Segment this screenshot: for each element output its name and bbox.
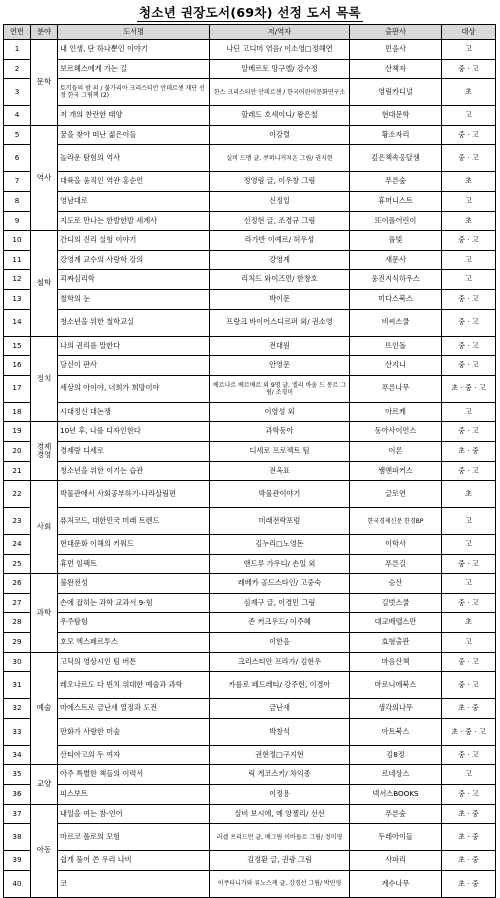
header-author: 저/역자 [210, 25, 350, 40]
table-row [4, 481, 496, 508]
book-author: 박물관이야기 [210, 481, 350, 508]
book-publisher: 뜨인돌 [350, 336, 442, 356]
row-number: 1 [4, 40, 31, 60]
table-row [4, 851, 496, 871]
book-title: 내 인생, 단 하나뿐인 이야기 [58, 40, 210, 60]
book-author: 금난새 [210, 699, 350, 719]
book-publisher: 푸른숲 [350, 172, 442, 192]
row-number: 38 [4, 824, 31, 851]
table-row [4, 870, 496, 897]
row-number: 16 [4, 356, 31, 376]
table-row [4, 40, 496, 60]
table-row [4, 270, 496, 290]
book-author: 심재구 글, 이경민 그림 [210, 593, 350, 613]
book-title: 우주탐험 [58, 613, 210, 633]
book-target: 초 [442, 172, 496, 192]
book-target: 중 · 고 [442, 785, 496, 805]
table-row [4, 718, 496, 745]
book-author: 이강렬 [210, 125, 350, 145]
book-title: 박물관에서 사회공부하기-나라살림편 [58, 481, 210, 508]
header-category: 분야 [31, 25, 58, 40]
book-publisher: 아트북스 [350, 718, 442, 745]
row-number: 30 [4, 652, 31, 672]
book-target: 중 · 고 [442, 554, 496, 574]
book-publisher: 산책자 [350, 59, 442, 79]
book-target: 고 [442, 508, 496, 535]
book-target: 중 · 고 [442, 309, 496, 336]
book-title: 마에스트로 금난새 열정과 도전 [58, 699, 210, 719]
book-target: 초 [442, 211, 496, 231]
book-author: 릭 게코스키/ 차익종 [210, 765, 350, 785]
book-author: 실비 드맹 글, 쿠퍼니커지온 그림/ 권지현 [210, 145, 350, 172]
book-target: 중 · 고 [442, 289, 496, 309]
row-number: 14 [4, 309, 31, 336]
book-author: 레베카 골드스타인/ 고중숙 [210, 574, 350, 594]
table-row [4, 309, 496, 336]
book-author: 이정용 [210, 785, 350, 805]
book-target: 중 · 고 [442, 336, 496, 356]
book-target: 중 · 고 [442, 59, 496, 79]
row-number: 29 [4, 633, 31, 653]
book-publisher: 이론 [350, 441, 442, 461]
book-title: 산티아고의 두 여자 [58, 745, 210, 765]
book-title: 토끼들의 밤 외 / 불가리아 크리스티안 안데르센 재단 선정 한국 그림책 (2) [58, 79, 210, 106]
table-row [4, 250, 496, 270]
book-target: 중 · 고 [442, 461, 496, 481]
book-author: 크리스티안 프라가/ 김현우 [210, 652, 350, 672]
book-author: 할레드 호세이니/ 왕은철 [210, 106, 350, 126]
book-title: 영남대로 [58, 191, 210, 211]
book-author: 라가반 이예르/ 허우성 [210, 231, 350, 251]
book-publisher: 푸른나무 [350, 375, 442, 402]
book-author: 이한음 [210, 633, 350, 653]
table-row [4, 125, 496, 145]
table-row [4, 613, 496, 633]
book-author: 미래전략포럼 [210, 508, 350, 535]
category-cell: 사회 [31, 481, 58, 574]
book-publisher: 넥서스BOOKS [350, 785, 442, 805]
table-row [4, 765, 496, 785]
header-target: 대상 [442, 25, 496, 40]
table-row [4, 699, 496, 719]
book-publisher: 새문사 [350, 250, 442, 270]
book-publisher: 마로니에북스 [350, 672, 442, 699]
header-publisher: 출판사 [350, 25, 442, 40]
book-publisher: 사파리 [350, 851, 442, 871]
table-row [4, 554, 496, 574]
table-row [4, 441, 496, 461]
table-row [4, 375, 496, 402]
table-row [4, 574, 496, 594]
book-publisher: 쌤앤파커스 [350, 461, 442, 481]
table-row [4, 289, 496, 309]
book-publisher: 효형출판 [350, 633, 442, 653]
book-author: 권현정□구지현 [210, 745, 350, 765]
row-number: 23 [4, 508, 31, 535]
row-number: 7 [4, 172, 31, 192]
book-author: 김정환 글, 권광 그림 [210, 851, 350, 871]
row-number: 6 [4, 145, 31, 172]
book-publisher: 대교베텔스만 [350, 613, 442, 633]
book-publisher: 풀빛 [350, 231, 442, 251]
book-title: 레오나르도 다 빈치 위대한 예술과 과학 [58, 672, 210, 699]
book-author: 박창석 [210, 718, 350, 745]
book-target: 고 [442, 270, 496, 290]
book-title: 시대정신 대논쟁 [58, 402, 210, 422]
category-cell: 역사 [31, 125, 58, 230]
table-row [4, 172, 496, 192]
book-title: 10년 후, 나를 디자인한다 [58, 422, 210, 442]
book-publisher: 길벗스쿨 [350, 593, 442, 613]
book-publisher: 깊은책속옹달샘 [350, 145, 442, 172]
header-no: 연번 [4, 25, 31, 40]
row-number: 8 [4, 191, 31, 211]
book-publisher: 휴머니스트 [350, 191, 442, 211]
table-row [4, 824, 496, 851]
book-publisher: 비씨스쿨 [350, 309, 442, 336]
row-number: 12 [4, 270, 31, 290]
book-publisher: 영림카디널 [350, 79, 442, 106]
table-row [4, 785, 496, 805]
table-row [4, 191, 496, 211]
book-target: 고 [442, 535, 496, 555]
book-publisher: 산지니 [350, 356, 442, 376]
row-number: 17 [4, 375, 31, 402]
book-title: 코 [58, 870, 210, 897]
book-author: 한스 크리스티안 안데르센 / 한국어린이문화연구소 [210, 79, 350, 106]
table-row [4, 422, 496, 442]
book-author: 베르나르 베르베르 외 9명 글, 엘리 바솔 드 몽르 그림/ 조경미 [210, 375, 350, 402]
book-title: 고딕의 영상시인 팀 버튼 [58, 652, 210, 672]
book-target: 중 · 고 [442, 672, 496, 699]
table-row [4, 336, 496, 356]
book-title: 지도로 만나는 한발한발 세계사 [58, 211, 210, 231]
book-author: 리처드 와이즈먼/ 한창호 [210, 270, 350, 290]
row-number: 35 [4, 765, 31, 785]
book-author: 실비 보시에, 메 앙젤리/ 선선 [210, 804, 350, 824]
document-title: 청소년 권장도서(69차) 선정 도서 목록 [139, 5, 361, 20]
table-row [4, 535, 496, 555]
book-author: 전대원 [210, 336, 350, 356]
book-title: 대륙을 움직인 역관 홍순언 [58, 172, 210, 192]
category-cell: 교양 [31, 765, 58, 804]
book-publisher: 푸른길 [350, 554, 442, 574]
row-number: 3 [4, 79, 31, 106]
table-row [4, 461, 496, 481]
book-author: 디세로 프로젝트 팀 [210, 441, 350, 461]
book-publisher: 웅진지식하우스 [350, 270, 442, 290]
book-target: 초 · 중 · 고 [442, 375, 496, 402]
row-number: 37 [4, 804, 31, 824]
book-title: 호모 엑스페르투스 [58, 633, 210, 653]
category-cell: 아동 [31, 804, 58, 897]
book-target: 고 [442, 191, 496, 211]
table-row [4, 356, 496, 376]
book-target: 초 · 중 [442, 870, 496, 897]
book-title: 쉽게 풀어 쓴 우리 나비 [58, 851, 210, 871]
book-title: 아주 특별한 책들의 이력서 [58, 765, 210, 785]
category-cell: 문학 [31, 40, 58, 126]
row-number: 18 [4, 402, 31, 422]
book-target: 중 · 고 [442, 593, 496, 613]
table-row [4, 672, 496, 699]
book-title: 내일을 여는 참-언어 [58, 804, 210, 824]
category-cell: 경제 경영 [31, 422, 58, 481]
table-header-row [4, 25, 496, 40]
book-publisher: 아르케 [350, 402, 442, 422]
table-row [4, 106, 496, 126]
book-author: 박이문 [210, 289, 350, 309]
book-author: 전옥표 [210, 461, 350, 481]
row-number: 24 [4, 535, 31, 555]
book-title: 만화가 사랑한 미술 [58, 718, 210, 745]
book-author: 정영림 글, 이우창 그림 [210, 172, 350, 192]
book-target: 고 [442, 633, 496, 653]
book-target: 중 · 고 [442, 652, 496, 672]
row-number: 27 [4, 593, 31, 613]
table-row [4, 145, 496, 172]
row-number: 9 [4, 211, 31, 231]
book-title: 피스보트 [58, 785, 210, 805]
book-list-table [3, 24, 496, 898]
book-publisher: 르네상스 [350, 765, 442, 785]
book-title: 청소년을 위한 철학교실 [58, 309, 210, 336]
row-number: 10 [4, 231, 31, 251]
table-row [4, 633, 496, 653]
row-number: 20 [4, 441, 31, 461]
row-number: 39 [4, 851, 31, 871]
book-title: 손에 잡히는 과학 교과서 9-힘 [58, 593, 210, 613]
book-target: 고 [442, 40, 496, 60]
book-title: 괴짜심리학 [58, 270, 210, 290]
table-row [4, 211, 496, 231]
book-title: 휴먼 임팩트 [58, 554, 210, 574]
book-author: 신정일 [210, 191, 350, 211]
book-publisher: 김8정 [350, 745, 442, 765]
book-author: 프랑크 바이어스디르퍼 외/ 권소영 [210, 309, 350, 336]
book-publisher: 계수나무 [350, 870, 442, 897]
row-number: 21 [4, 461, 31, 481]
book-target: 초 · 중 [442, 699, 496, 719]
row-number: 36 [4, 785, 31, 805]
header-title: 도서명 [58, 25, 210, 40]
category-cell: 과학 [31, 574, 58, 652]
category-cell: 철학 [31, 231, 58, 336]
book-target: 고 [442, 765, 496, 785]
book-author: 과학동아 [210, 422, 350, 442]
book-target: 초 [442, 481, 496, 508]
book-title: 간디의 진리 실험 이야기 [58, 231, 210, 251]
book-title: 퓨처코드, 대한민국 미래 트렌드 [58, 508, 210, 535]
row-number: 25 [4, 554, 31, 574]
row-number: 5 [4, 125, 31, 145]
book-title: 꿈을 찾아 떠난 젊은이들 [58, 125, 210, 145]
book-title: 놀라운 탐험의 역사 [58, 145, 210, 172]
book-publisher: 민음사 [350, 40, 442, 60]
table-row [4, 652, 496, 672]
book-author: 나딘 고디머 엮음/ 이소영□정해연 [210, 40, 350, 60]
book-title: 청소년을 위한 이기는 습관 [58, 461, 210, 481]
book-title: 불완전성 [58, 574, 210, 594]
category-cell: 정치 [31, 336, 58, 422]
book-target: 중 · 고 [442, 125, 496, 145]
book-author: 이쿠타니가와 류노스케 글, 강경선 그림/ 박민영 [210, 870, 350, 897]
book-title: 당신이 판사 [58, 356, 210, 376]
book-publisher: 승산 [350, 574, 442, 594]
book-target: 초 [442, 613, 496, 633]
book-target: 고 [442, 250, 496, 270]
row-number: 26 [4, 574, 31, 594]
row-number: 31 [4, 672, 31, 699]
row-number: 33 [4, 718, 31, 745]
book-author: 러셀 프리드먼 글, 배그림 이바돌르 그림/ 정미영 [210, 824, 350, 851]
book-publisher: 푸른숲 [350, 804, 442, 824]
book-target: 초 · 중 [442, 804, 496, 824]
book-target: 초 [442, 79, 496, 106]
book-target: 초 · 중 [442, 824, 496, 851]
book-publisher: 이학사 [350, 535, 442, 555]
book-publisher: 미다스북스 [350, 289, 442, 309]
row-number: 22 [4, 481, 31, 508]
row-number: 11 [4, 250, 31, 270]
book-publisher: 현대문학 [350, 106, 442, 126]
table-row [4, 593, 496, 613]
book-title: 보르헤스에게 가는 길 [58, 59, 210, 79]
row-number: 4 [4, 106, 31, 126]
book-target: 중 · 고 [442, 422, 496, 442]
row-number: 40 [4, 870, 31, 897]
book-publisher: 생각의나무 [350, 699, 442, 719]
category-cell: 예술 [31, 652, 58, 765]
book-target: 초 · 중 [442, 851, 496, 871]
table-body [4, 40, 496, 898]
book-author: 카를로 페드레티/ 강주헌, 이경아 [210, 672, 350, 699]
book-title: 철학의 눈 [58, 289, 210, 309]
row-number: 34 [4, 745, 31, 765]
book-publisher: 또이플어린이 [350, 211, 442, 231]
table-row [4, 231, 496, 251]
table-row [4, 508, 496, 535]
book-publisher: 동아사이언스 [350, 422, 442, 442]
book-author: 알베르토 망구엘/ 강수정 [210, 59, 350, 79]
book-title: 경제랑 디세로 [58, 441, 210, 461]
book-target: 중 · 고 [442, 231, 496, 251]
table-row [4, 79, 496, 106]
book-publisher: 글로연 [350, 481, 442, 508]
book-title: 나의 권리를 말한다 [58, 336, 210, 356]
book-title: 저 개의 찬란한 태양 [58, 106, 210, 126]
book-author: 김누리□노영돈 [210, 535, 350, 555]
book-publisher: 황소자리 [350, 125, 442, 145]
book-author: 이영성 외 [210, 402, 350, 422]
row-number: 13 [4, 289, 31, 309]
book-title: 마르코 폴로의 모험 [58, 824, 210, 851]
book-publisher: 한국경제신문 한경BP [350, 508, 442, 535]
table-row [4, 402, 496, 422]
book-target: 중 · 고 [442, 356, 496, 376]
book-publisher: 두레아이들 [350, 824, 442, 851]
book-author: 신정현 글, 조경규 그림 [210, 211, 350, 231]
book-title: 현대문화 이해의 키워드 [58, 535, 210, 555]
book-target: 고 [442, 574, 496, 594]
book-author: 존 커크우드/ 이주혜 [210, 613, 350, 633]
row-number: 32 [4, 699, 31, 719]
book-title: 강영계 교수의 사랑학 강의 [58, 250, 210, 270]
row-number: 28 [4, 613, 31, 633]
book-target: 초 · 중 · 고 [442, 718, 496, 745]
row-number: 2 [4, 59, 31, 79]
table-row [4, 59, 496, 79]
book-publisher: 마음산책 [350, 652, 442, 672]
book-author: 안영문 [210, 356, 350, 376]
book-target: 고 [442, 402, 496, 422]
book-title: 세상의 아이야, 너희가 희망이야 [58, 375, 210, 402]
row-number: 15 [4, 336, 31, 356]
row-number: 19 [4, 422, 31, 442]
book-author: 앤드루 가우디/ 손일 외 [210, 554, 350, 574]
book-author: 강영계 [210, 250, 350, 270]
book-target: 초 · 중 [442, 441, 496, 461]
table-row [4, 804, 496, 824]
book-target: 중 · 고 [442, 745, 496, 765]
book-target: 중 · 고 [442, 145, 496, 172]
book-target: 고 [442, 106, 496, 126]
table-row [4, 745, 496, 765]
